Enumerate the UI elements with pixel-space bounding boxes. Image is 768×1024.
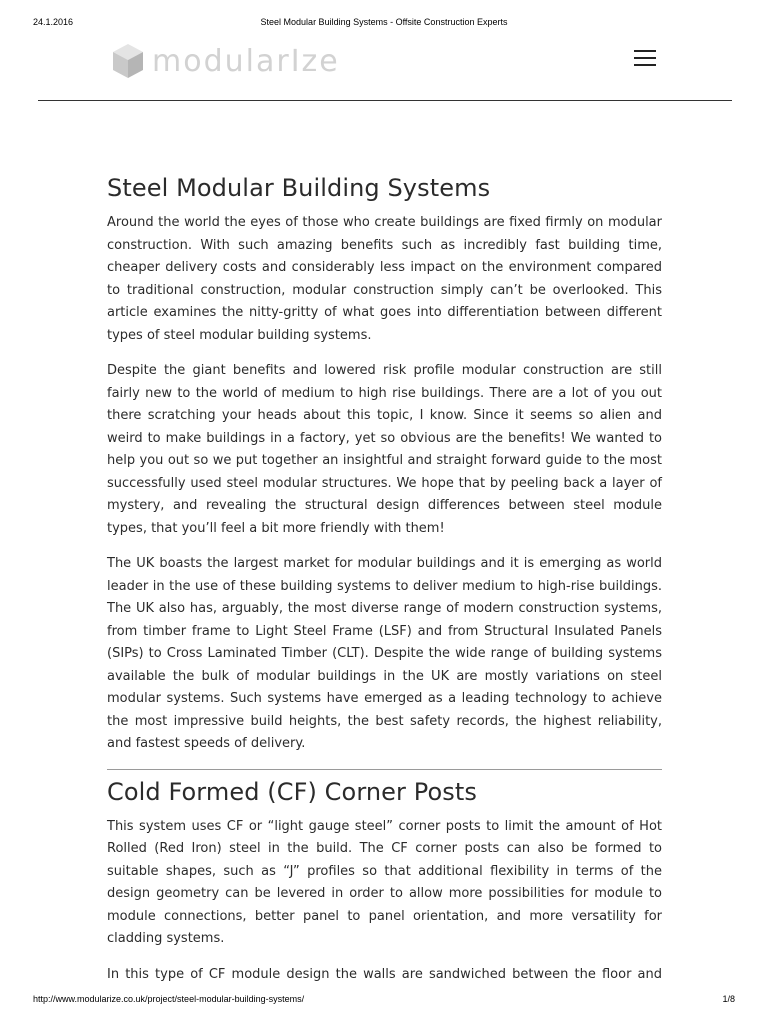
article-paragraph: The UK boasts the largest market for modular buildings and it is emerging as world leader in the use of these building systems to deliver medium to high-rise buildings. The UK also has, arguably, the most diverse range of modern construction systems, from timber frame to Light Steel Frame (LSF) and from Structural Insulated Panels (SIPs) to Cross Laminated Timber (CLT). Despite the wide range of building systems available the bulk of modular buildings in the UK are mostly variations on steel modular systems. Such systems have emerged as a leading technology to achieve the most impressive build heights, the best safety records, the highest reliability, and fastest speeds of delivery. <box>107 556 662 751</box>
page-title: Steel Modular Building Systems <box>107 174 491 202</box>
section-paragraph: This system uses CF or “light gauge steel” corner posts to limit the amount of Hot Rolled (Red Iron) steel in the build. The CF corner posts can also be formed to suitable shapes, such as “J” profiles so that additional flexibility in terms of the design geometry can be levered in order to allow more possibilities for module to module connections, better panel to panel orientation, and more versatility for cladding systems. <box>107 818 662 946</box>
site-logo[interactable] <box>112 42 340 80</box>
article-paragraph: Around the world the eyes of those who create buildings are fixed firmly on modular construction. With such amazing benefits such as incredibly fast building time, cheaper delivery costs and considerably less impact on the environment compared to traditional construction, modular construction simply can’t be overlooked. This article examines the nitty-gritty of what goes into differentiation between different types of steel modular building systems. <box>107 215 662 343</box>
print-page-title: Steel Modular Building Systems - Offsite Construction Experts <box>260 17 508 27</box>
site-header <box>38 40 732 101</box>
print-url: http://www.modularize.co.uk/project/steel-modular-building-systems/ <box>33 994 305 1004</box>
print-footer <box>0 994 768 1008</box>
article <box>107 170 662 999</box>
cube-logo-icon <box>112 43 144 79</box>
logo-wordmark: modularIze <box>152 43 340 79</box>
print-page-number: 1/8 <box>722 994 735 1004</box>
print-header <box>0 17 768 31</box>
section-divider <box>107 769 662 770</box>
article-paragraph: Despite the giant benefits and lowered risk profile modular construction are still fairly new to the world of medium to high rise buildings. There are a lot of you out there scratching your heads about this topic, I know. Since it seems so alien and weird to make buildings in a factory, yet so obvious are the benefits! We wanted to help you out so we put together an insightful and straight forward guide to the most successfully used steel modular structures. We hope that by peeling back a layer of mystery, and revealing the structural design differences between steel module types, that you’ll feel a bit more friendly with them! <box>107 363 662 536</box>
section-heading: Cold Formed (CF) Corner Posts <box>107 777 477 806</box>
print-date: 24.1.2016 <box>33 17 74 27</box>
section-paragraph: In this type of CF module design the walls are sandwiched between the floor and <box>107 966 662 982</box>
hamburger-menu-icon[interactable] <box>634 50 656 68</box>
